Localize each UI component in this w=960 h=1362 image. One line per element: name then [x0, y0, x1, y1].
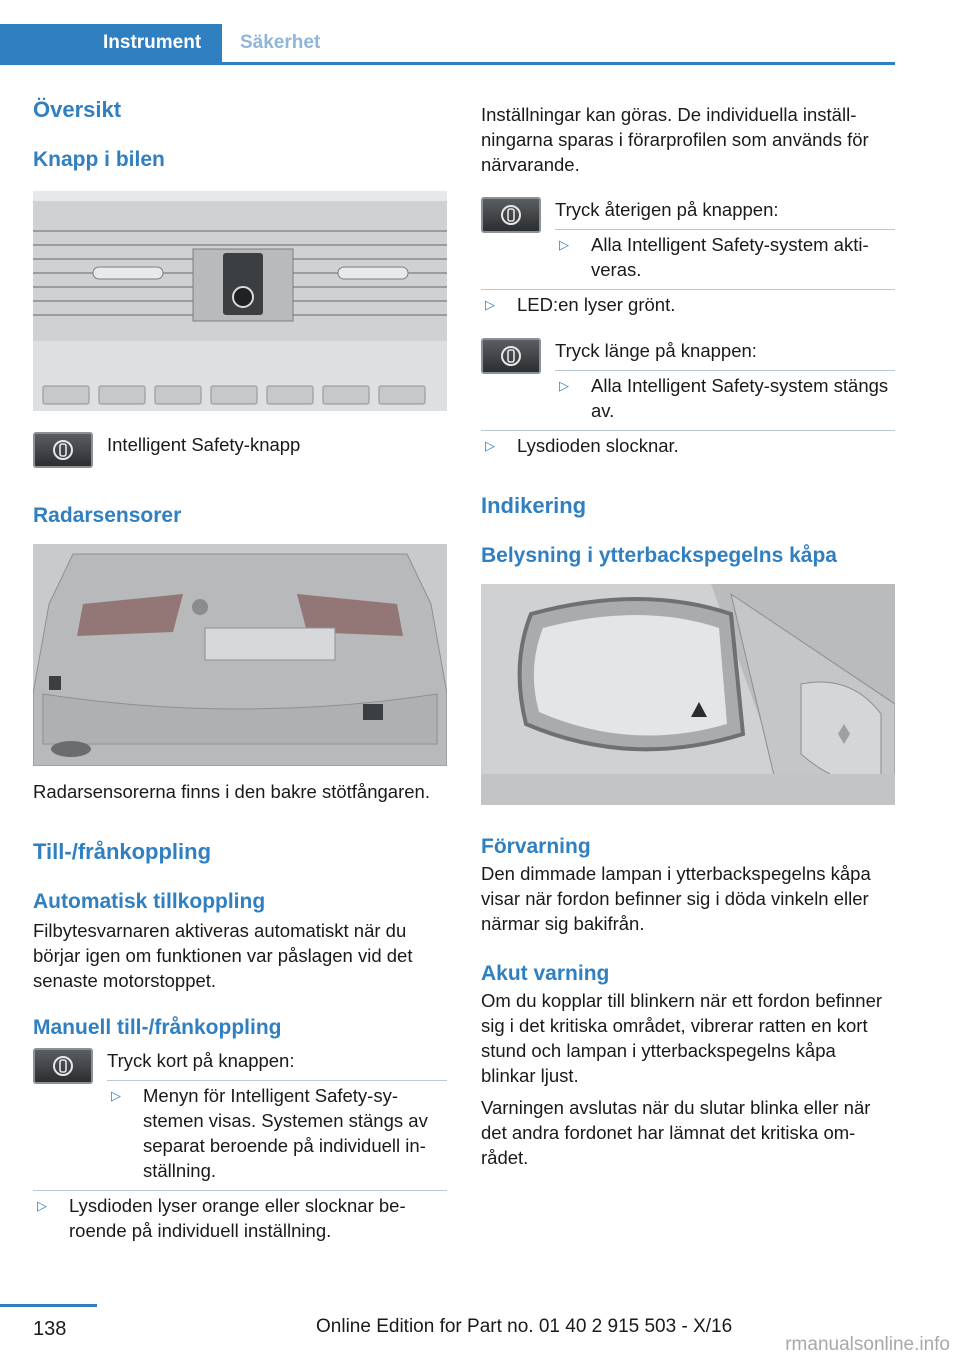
- akut-text: Om du kopplar till blinkern när ett fordon befinner sig i det kritiska området, vibrerar ratten en kort stund och lampan i ytterbackspegelns kåpa blinkar ljust.: [481, 990, 883, 1086]
- dashboard-button-image: [33, 191, 447, 411]
- list-item: [481, 433, 895, 458]
- triangle-bullet-icon: ▷: [485, 438, 495, 453]
- list-item: [481, 292, 895, 317]
- intelligent-safety-icon: [52, 1055, 74, 1077]
- tab-instrument[interactable]: Instrument: [0, 24, 222, 62]
- bullet-text: Lysdioden lyser orange eller slocknar beroende på individuell inställning.: [69, 1195, 406, 1241]
- varning-slut-text: Varningen avslutas när du slutar blinka eller när det andra fordonet har lämnat det kritiska området.: [481, 1097, 871, 1168]
- manual-button-row: [33, 1048, 447, 1183]
- intelligent-safety-button: [33, 432, 93, 468]
- heading-knapp-i-bilen: Knapp i bilen: [33, 148, 165, 171]
- heading-radarsensorer: Radarsensorer: [33, 504, 182, 527]
- right-column: [481, 102, 895, 1170]
- intelligent-safety-icon: [52, 439, 74, 461]
- edition-text: Online Edition for Part no. 01 40 2 915 503 - X/16: [316, 1316, 733, 1337]
- bullet-text: Alla Intelligent Safety-system aktiveras.: [591, 234, 869, 280]
- bullet-text: Menyn för Intelligent Safety-systemen visas. Systemen stängs av separat beroende på individuell inställning.: [143, 1085, 428, 1181]
- aterigen-button-row: [481, 197, 895, 282]
- intelligent-safety-button: [481, 197, 541, 233]
- intelligent-safety-icon: [500, 204, 522, 226]
- list-item: [33, 1193, 447, 1243]
- heading-automatisk-tillkoppling: Automatisk tillkoppling: [33, 890, 266, 913]
- bullet-text: Alla Intelligent Safety-system stängs av.: [591, 375, 889, 421]
- bullet-text: LED:en lyser grönt.: [517, 294, 676, 315]
- heading-manuell: Manuell till-/frånkoppling: [33, 1016, 282, 1039]
- triangle-bullet-icon: ▷: [559, 237, 569, 252]
- heading-akut-varning: Akut varning: [481, 962, 610, 985]
- triangle-bullet-icon: ▷: [485, 297, 495, 312]
- car-rear-image: [33, 544, 447, 766]
- heading-indikering: Indikering: [481, 493, 587, 518]
- header-tabs: [0, 24, 895, 65]
- left-column: [33, 96, 447, 1243]
- button-caption: Intelligent Safety-knapp: [107, 434, 301, 455]
- heading-forvarning: Förvarning: [481, 835, 591, 858]
- list-item: [555, 232, 895, 282]
- list-item: [107, 1083, 447, 1183]
- tryck-kort-text: Tryck kort på knappen:: [107, 1050, 295, 1071]
- tryck-lange-text: Tryck länge på knappen:: [555, 340, 757, 361]
- radar-text: Radarsensorerna finns i den bakre stötfångaren.: [33, 781, 430, 802]
- tab-sakerhet[interactable]: Säkerhet: [240, 32, 321, 53]
- intelligent-safety-button: [481, 338, 541, 374]
- bullet-text: Lysdioden slocknar.: [517, 435, 679, 456]
- intelligent-safety-icon: [500, 345, 522, 367]
- triangle-bullet-icon: ▷: [111, 1088, 121, 1103]
- triangle-bullet-icon: ▷: [37, 1198, 47, 1213]
- lange-button-row: [481, 338, 895, 423]
- list-item: [555, 373, 895, 423]
- heading-oversikt: Översikt: [33, 97, 122, 122]
- installningar-text: Inställningar kan göras. De individuella inställningarna sparas i förarprofilen som används för närvarande.: [481, 104, 869, 175]
- footer-rule: [0, 1304, 97, 1307]
- button-caption-row: [33, 432, 447, 468]
- page-number: 138: [33, 1318, 67, 1340]
- heading-till-frankoppling: Till-/frånkoppling: [33, 839, 212, 864]
- auto-text: Filbytesvarnaren aktiveras automatiskt när du börjar igen om funktionen var påslagen vid det senaste motorstoppet.: [33, 920, 413, 991]
- side-mirror-image: [481, 584, 895, 805]
- intelligent-safety-button: [33, 1048, 93, 1084]
- watermark: rmanualsonline.info: [785, 1334, 950, 1355]
- tryck-aterigen-text: Tryck återigen på knappen:: [555, 199, 779, 220]
- heading-belysning: Belysning i ytterbackspegelns kåpa: [481, 544, 837, 567]
- triangle-bullet-icon: ▷: [559, 378, 569, 393]
- forvarning-text: Den dimmade lampan i ytterbackspegelns kåpa visar när fordon befinner sig i döda vinkeln eller närmar sig bakifrån.: [481, 863, 871, 934]
